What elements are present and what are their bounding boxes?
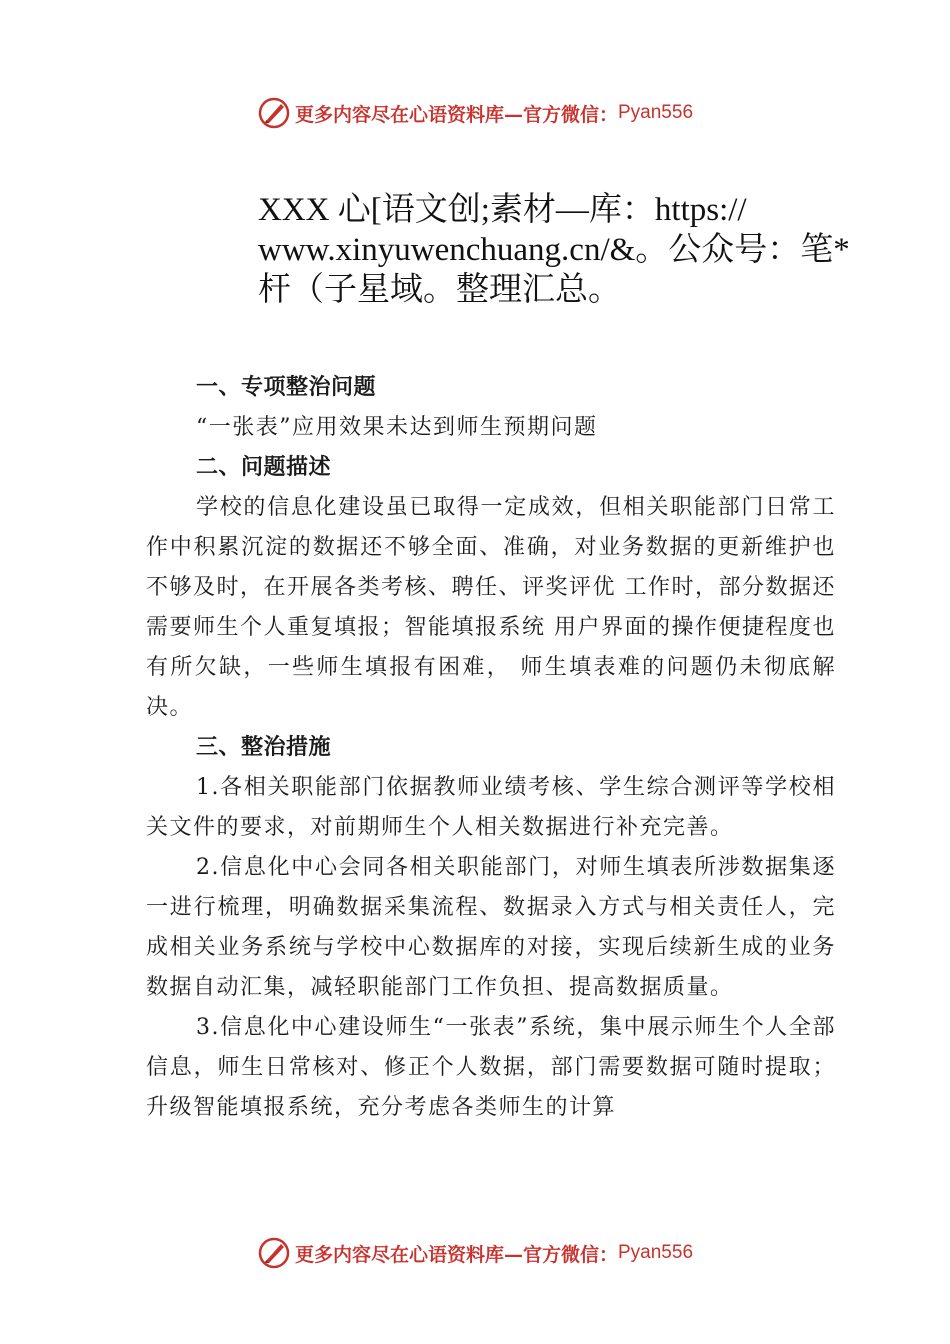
section-heading-3: 三、整治措施 bbox=[196, 735, 332, 760]
section-heading-2: 二、问题描述 bbox=[196, 455, 332, 480]
watermark-code: Pyan556 bbox=[618, 102, 694, 123]
quill-logo-icon bbox=[257, 1236, 291, 1270]
footer-watermark bbox=[0, 1233, 950, 1273]
measure-item-1: 1.各相关职能部门依据教师业绩考核、学生综合测评等学校相关文件的要求，对前期师生个人相关数据进行补充完善。 bbox=[146, 775, 836, 840]
watermark-code: Pyan556 bbox=[618, 1242, 694, 1263]
measure-item-3: 3.信息化中心建设师生“一张表”系统，集中展示师生个人全部信息，师生日常核对、修正个人数据，部门需要数据可随时提取；升级智能填报系统，充分考虑各类师生的计算 bbox=[146, 1015, 836, 1120]
watermark-text: 更多内容尽在心语资料库—官方微信： bbox=[294, 1243, 618, 1266]
section-heading-1: 一、专项整治问题 bbox=[196, 375, 377, 400]
quill-logo-icon bbox=[257, 96, 291, 130]
section-2-body: 学校的信息化建设虽已取得一定成效，但相关职能部门日常工作中积累沉淀的数据还不够全面、准确，对业务数据的更新维护也不够及时，在开展各类考核、聘任、评奖评优 工作时，部分数据还需要师生个人重复填报；智能填报系统 用户界面的操作便捷程度也有所欠缺，一些师生填报有困难， 师生填表难的问题仍未彻底解决。 bbox=[146, 495, 836, 720]
section-1-body: “一张表”应用效果未达到师生预期问题 bbox=[196, 415, 598, 440]
header-watermark bbox=[0, 93, 950, 133]
watermark-text: 更多内容尽在心语资料库—官方微信： bbox=[294, 103, 618, 126]
measure-item-2: 2.信息化中心会同各相关职能部门，对师生填表所涉数据集逐一进行梳理，明确数据采集流程、数据录入方式与相关责任人，完成相关业务系统与学校中心数据库的对接，实现后续新生成的业务数据自动汇集，减轻职能部门工作负担、提高数据质量。 bbox=[146, 855, 836, 1000]
document-title: XXX 心[语文创;素材—库：https:// www.xinyuwenchuang.cn/&。公众号：笔*杆（子星域。整理汇总。 bbox=[258, 192, 850, 308]
document-body bbox=[146, 368, 836, 1128]
